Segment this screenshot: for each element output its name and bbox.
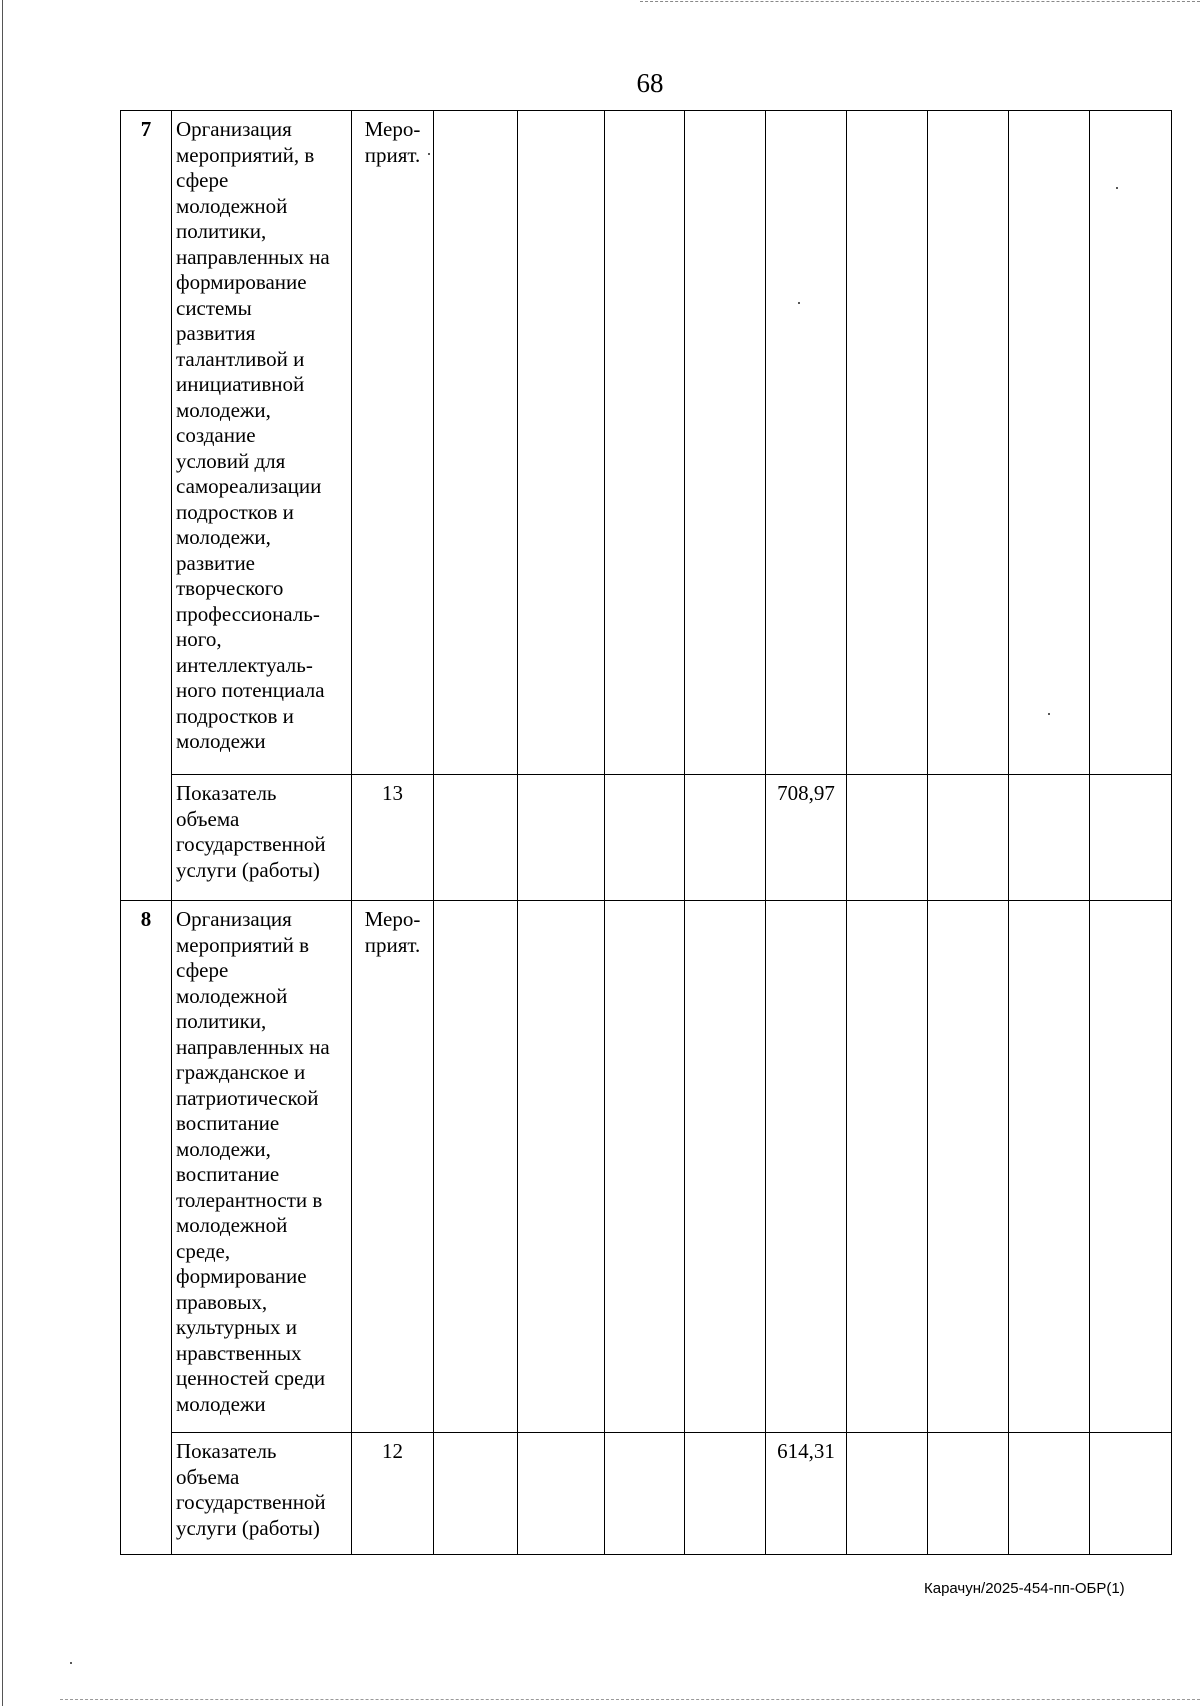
data-table bbox=[120, 110, 1172, 1555]
text-line: прият. bbox=[364, 142, 421, 167]
table-row-8-activity bbox=[121, 901, 1172, 1433]
empty-cell bbox=[518, 111, 605, 775]
text-line: политики, bbox=[176, 1009, 267, 1033]
document-code: Карачун/2025-454-пп-ОБР(1) bbox=[924, 1580, 1125, 1597]
empty-cell bbox=[685, 111, 766, 775]
text-line: молодежи bbox=[176, 1391, 266, 1416]
text-line: условий для bbox=[176, 448, 286, 473]
empty-cell bbox=[1090, 1433, 1172, 1555]
scan-speck bbox=[428, 153, 430, 155]
text-line: профессиональ- bbox=[176, 601, 320, 626]
table-row-7-activity bbox=[121, 111, 1172, 775]
text-line: сфере bbox=[176, 168, 229, 192]
text-line: создание bbox=[176, 423, 256, 447]
indicator-value: 708,97 bbox=[766, 775, 847, 901]
text-line: Организация bbox=[176, 117, 292, 141]
text-line: подростков и bbox=[176, 703, 294, 728]
text-line: талантливой и bbox=[176, 346, 305, 371]
scan-speck bbox=[1116, 187, 1118, 189]
activity-name bbox=[172, 901, 352, 1433]
text-line: развития bbox=[176, 321, 256, 345]
empty-cell bbox=[685, 901, 766, 1433]
empty-cell bbox=[605, 901, 685, 1433]
empty-cell bbox=[685, 1433, 766, 1555]
text-line: ценностей среди bbox=[176, 1366, 326, 1390]
text-line: политики, bbox=[176, 219, 267, 243]
unit-cell bbox=[352, 111, 434, 775]
text-line: ного, bbox=[176, 627, 222, 651]
empty-cell bbox=[847, 775, 928, 901]
text-line: услуги (работы) bbox=[176, 1515, 320, 1540]
empty-cell bbox=[1090, 775, 1172, 901]
text-line: государственной bbox=[176, 1490, 326, 1514]
text-line: правовых, bbox=[176, 1289, 268, 1314]
text-line: мероприятий в bbox=[176, 932, 310, 957]
empty-cell bbox=[928, 901, 1009, 1433]
text-line: нравственных bbox=[176, 1340, 302, 1365]
unit-cell bbox=[352, 901, 434, 1433]
text-line: молодежи, bbox=[176, 397, 271, 422]
empty-cell bbox=[1090, 901, 1172, 1433]
scan-speck bbox=[1048, 713, 1050, 715]
text-line: молодежи, bbox=[176, 525, 271, 549]
text-line: молодежной bbox=[176, 983, 288, 1008]
text-line: прият. bbox=[364, 932, 421, 957]
empty-cell bbox=[518, 775, 605, 901]
empty-cell bbox=[434, 111, 518, 775]
indicator-name bbox=[172, 1433, 352, 1555]
table-row-8-indicator bbox=[121, 1433, 1172, 1555]
text-line: мероприятий, в bbox=[176, 142, 315, 167]
text-line: инициативной bbox=[176, 372, 305, 396]
indicator-value: 614,31 bbox=[766, 1433, 847, 1555]
empty-cell bbox=[847, 901, 928, 1433]
scan-bottom-edge bbox=[60, 1699, 1200, 1700]
text-line: системы bbox=[176, 295, 252, 320]
text-line: воспитание bbox=[176, 1111, 280, 1135]
text-line: молодежной bbox=[176, 1213, 288, 1237]
row-number: 7 bbox=[121, 111, 172, 901]
text-line: молодежи, bbox=[176, 1136, 271, 1161]
text-line: услуги (работы) bbox=[176, 857, 320, 882]
activity-name bbox=[172, 111, 352, 775]
empty-cell bbox=[1009, 1433, 1090, 1555]
indicator-code: 13 bbox=[352, 775, 434, 901]
text-line: молодежной bbox=[176, 193, 288, 218]
scan-speck bbox=[798, 302, 800, 304]
empty-cell bbox=[847, 111, 928, 775]
text-line: развитие bbox=[176, 550, 256, 575]
text-line: среде, bbox=[176, 1238, 231, 1263]
empty-cell bbox=[928, 111, 1009, 775]
scan-top-edge bbox=[640, 1, 1200, 2]
text-line: Меро- bbox=[364, 117, 421, 141]
empty-cell bbox=[518, 901, 605, 1433]
empty-cell bbox=[605, 775, 685, 901]
text-line: Организация bbox=[176, 907, 292, 931]
text-line: интеллектуаль- bbox=[176, 652, 313, 677]
text-line: культурных и bbox=[176, 1315, 297, 1339]
text-line: подростков и bbox=[176, 499, 294, 524]
text-line: воспитание bbox=[176, 1162, 280, 1186]
text-line: ного потенциала bbox=[176, 678, 325, 702]
empty-cell bbox=[685, 775, 766, 901]
text-line: патриотической bbox=[176, 1085, 319, 1110]
indicator-code: 12 bbox=[352, 1433, 434, 1555]
text-line: толерантности в bbox=[176, 1187, 323, 1212]
text-line: направленных на bbox=[176, 244, 330, 269]
text-line: самореализации bbox=[176, 474, 322, 498]
text-line: объема bbox=[176, 1464, 240, 1489]
text-line: гражданское и bbox=[176, 1060, 306, 1084]
empty-cell bbox=[518, 1433, 605, 1555]
text-line: объема bbox=[176, 806, 240, 831]
empty-cell bbox=[928, 775, 1009, 901]
empty-cell bbox=[434, 775, 518, 901]
empty-cell bbox=[766, 111, 847, 775]
empty-cell bbox=[605, 1433, 685, 1555]
empty-cell bbox=[434, 901, 518, 1433]
text-line: Меро- bbox=[364, 907, 421, 931]
page-number: 68 bbox=[636, 68, 664, 98]
text-line: молодежи bbox=[176, 729, 266, 753]
empty-cell bbox=[1009, 901, 1090, 1433]
text-line: творческого bbox=[176, 576, 284, 600]
text-line: формирование bbox=[176, 270, 307, 294]
scan-speck bbox=[70, 1662, 72, 1664]
empty-cell bbox=[605, 111, 685, 775]
empty-cell bbox=[1009, 111, 1090, 775]
indicator-name bbox=[172, 775, 352, 901]
text-line: Показатель bbox=[176, 781, 277, 805]
text-line: формирование bbox=[176, 1264, 307, 1288]
empty-cell bbox=[1090, 111, 1172, 775]
empty-cell bbox=[847, 1433, 928, 1555]
text-line: Показатель bbox=[176, 1439, 277, 1463]
table-row-7-indicator bbox=[121, 775, 1172, 901]
scan-left-edge bbox=[2, 0, 3, 1706]
empty-cell bbox=[766, 901, 847, 1433]
text-line: сфере bbox=[176, 958, 229, 982]
empty-cell bbox=[1009, 775, 1090, 901]
empty-cell bbox=[434, 1433, 518, 1555]
text-line: направленных на bbox=[176, 1034, 330, 1059]
text-line: государственной bbox=[176, 832, 326, 856]
row-number: 8 bbox=[121, 901, 172, 1555]
empty-cell bbox=[928, 1433, 1009, 1555]
